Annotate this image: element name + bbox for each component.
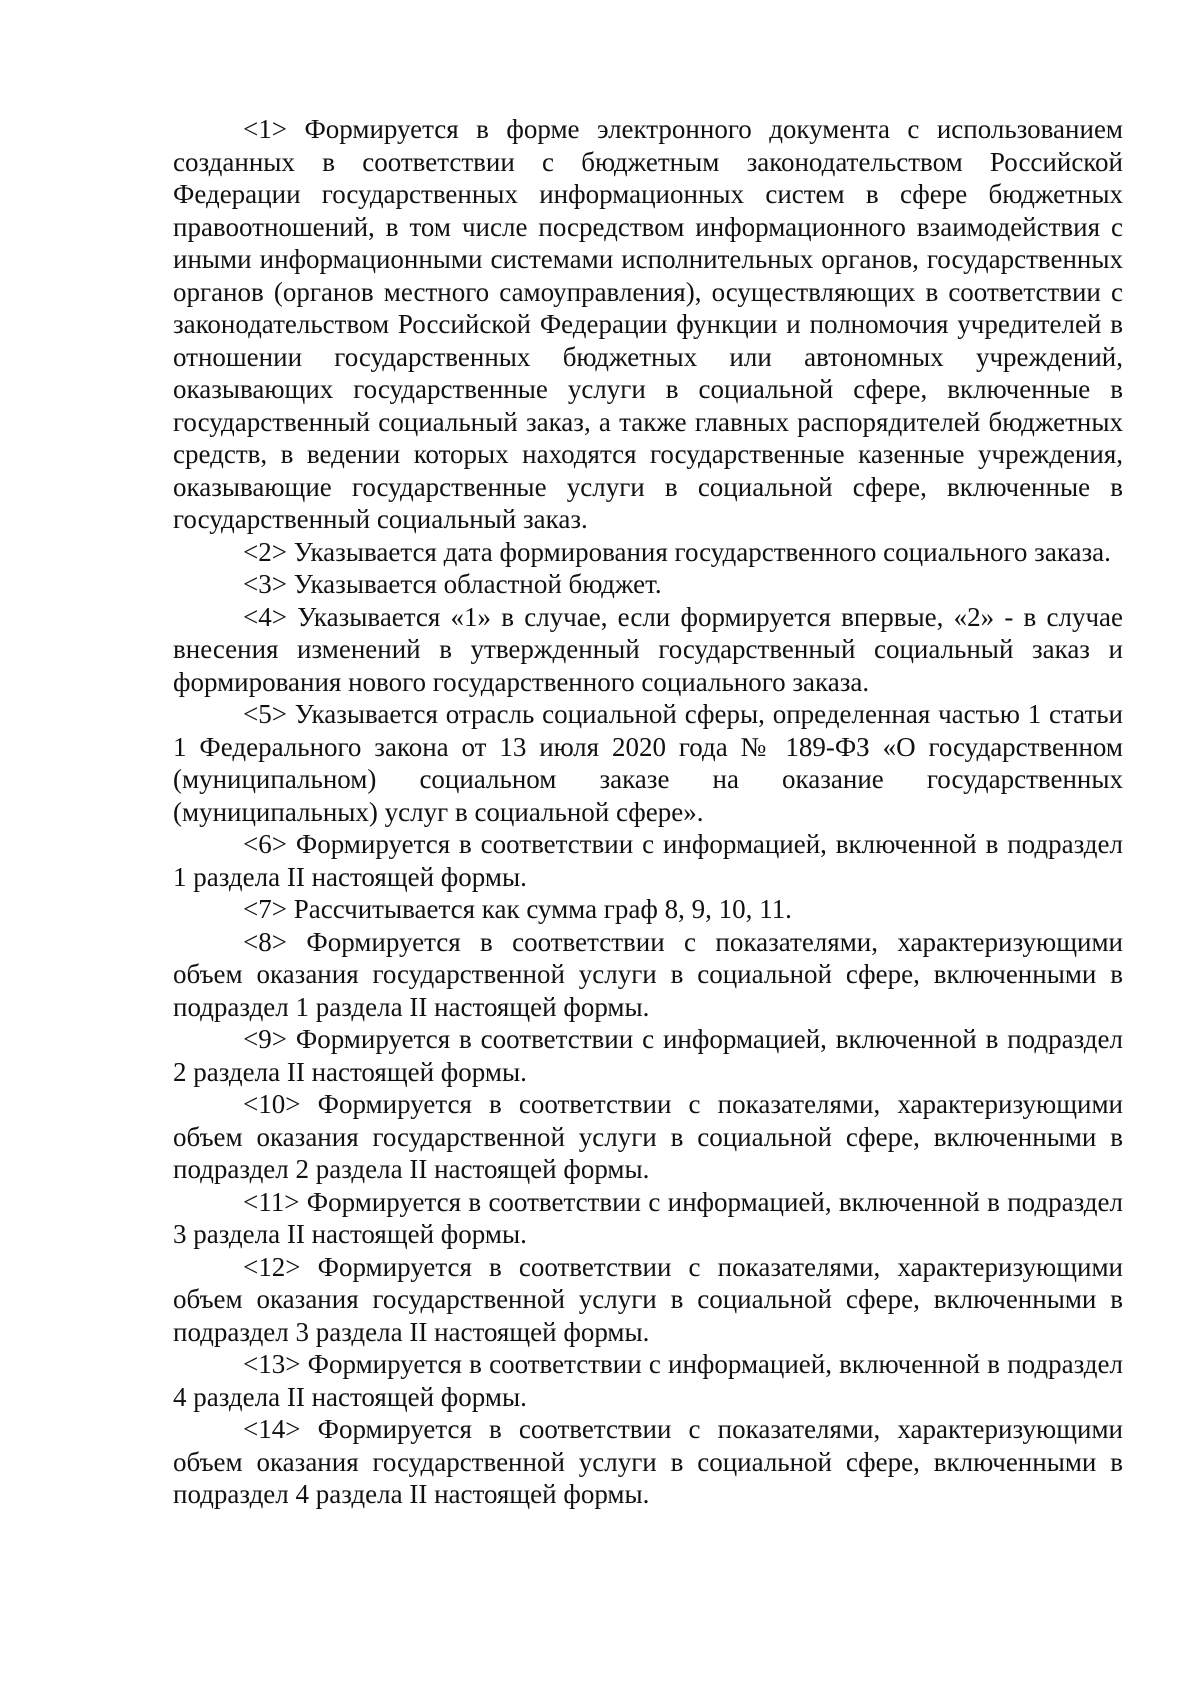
footnote-text: Формируется в соответствии с информацией, включенной в подраздел 3 раздела II настоящей формы. [173,1186,1123,1249]
footnote-text: Рассчитывается как сумма граф 8, 9, 10, 11. [293,894,792,924]
footnote-text: Формируется в соответствии с показателями, характеризующими объем оказания государственной услуги в социальной сфере, включенными в подраздел 1 раздела II настоящей формы. [173,926,1124,1022]
footnote-text: Формируется в соответствии с информацией, включенной в подраздел 1 раздела II настоящей формы. [173,829,1123,892]
footnote-text: Формируется в соответствии с показателями, характеризующими объем оказания государственной услуги в социальной сфере, включенными в подраздел 4 раздела II настоящей формы. [173,1414,1124,1509]
footnote-10 [173,1088,1123,1186]
footnote-8 [173,926,1123,1024]
footnote-marker: <3> [243,569,287,599]
footnote-11 [173,1186,1123,1251]
footnote-marker: <7> [243,894,287,924]
footnote-6 [173,828,1123,893]
footnote-14 [173,1413,1123,1511]
footnote-marker: <2> [243,536,287,567]
footnote-7 [173,893,1123,926]
footnote-marker: <12> [243,1251,301,1282]
footnote-text: Формируется в соответствии с информацией, включенной в подраздел 4 раздела II настоящей формы. [173,1349,1123,1412]
footnote-text: Формируется в соответствии с показателями, характеризующими объем оказания государственной услуги в социальной сфере, включенными в подраздел 2 раздела II настоящей формы. [173,1089,1124,1184]
footnote-1 [173,113,1123,536]
footnote-text: Формируется в соответствии с информацией, включенной в подраздел 2 раздела II настоящей формы. [173,1024,1123,1087]
footnote-2 [173,536,1123,569]
footnote-text: Указывается отрасль социальной сферы, определенная частью 1 статьи 1 Федерального закона от 13 июля 2020 года № 189-ФЗ «О государственном (муниципальном) социальном заказе на оказание государственных (муниципальных) услуг в социальной сфере». [173,699,1124,827]
footnote-marker: <8> [243,926,287,957]
footnote-13 [173,1348,1123,1413]
footnote-3 [173,568,1123,601]
footnote-text: Указывается областной бюджет. [293,569,662,599]
footnote-text: Формируется в форме электронного документа с использованием созданных в соответствии с бюджетным законодательством Российской Федерации государственных информационных систем в сфере бюджетных правоотношений, в том числе посредством информационного взаимодействия с иными информационными системами исполнительных органов, государственных органов (органов местного самоуправления), осуществляющих в соответствии с законодательством Российской Федерации функции и полномочия учредителей в отношении государственных бюджетных или автономных учреждений, оказывающих государственные услуги в социальной сфере, включенные в государственный социальный заказ, а также главных распорядителей бюджетных средств, в ведении которых находятся государственные казенные учреждения, оказывающие государственные услуги в социальной сфере, включенные в государственный социальный заказ. [173,114,1124,534]
footnote-marker: <13> [243,1349,301,1379]
footnote-marker: <14> [243,1414,301,1444]
footnote-marker: <4> [243,601,287,632]
footnote-text: Указывается «1» в случае, если формируется впервые, «2» - в случае внесения изменений в утвержденный государственный социальный заказ и формирования нового государственного социального заказа. [173,601,1123,697]
footnote-marker: <11> [243,1186,300,1217]
document-page [173,113,1123,1511]
footnote-marker: <10> [243,1089,301,1119]
footnote-marker: <6> [243,829,287,859]
footnote-marker: <5> [243,699,287,729]
footnote-9 [173,1023,1123,1088]
footnote-12 [173,1251,1123,1349]
footnote-text: Указывается дата формирования государственного социального заказа. [293,536,1111,567]
footnote-marker: <9> [243,1024,287,1054]
footnote-5 [173,698,1123,828]
footnote-4 [173,601,1123,699]
footnote-marker: <1> [243,114,287,144]
footnote-text: Формируется в соответствии с показателями, характеризующими объем оказания государственной услуги в социальной сфере, включенными в подраздел 3 раздела II настоящей формы. [173,1251,1124,1347]
